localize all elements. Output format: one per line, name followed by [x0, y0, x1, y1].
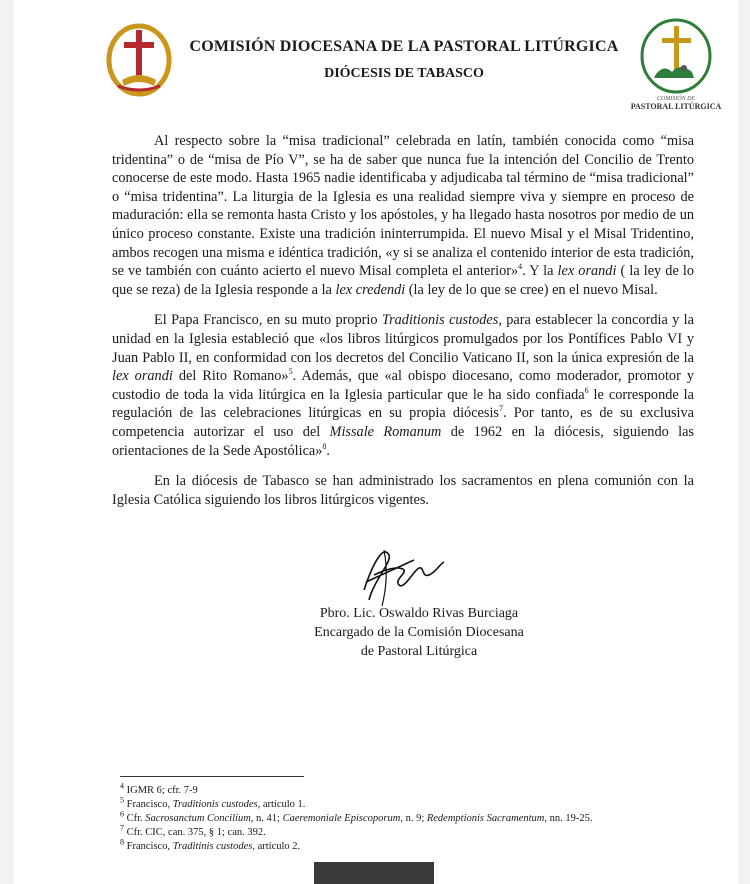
- italic-term: Sacrosanctum Concilium: [145, 813, 251, 824]
- document-page: [14, 0, 738, 884]
- footnote-ref: 5: [288, 367, 293, 377]
- footnote-divider: [120, 776, 304, 777]
- text-run: le corresponde la regulación de las celebraciones litúrgicas en su propia diócesis: [112, 386, 694, 422]
- italic-term: Redemptionis Sacramentum: [426, 813, 545, 824]
- footnote-ref: 4: [518, 262, 523, 272]
- italic-term: lex orandi: [112, 368, 173, 385]
- text-run: Al respecto sobre la “misa tradicional” celebrada en latín, también conocida como “misa tridentina” o de “misa de Pío V”, se ha de saber que nunca fue la intención del Concilio de Trento conocerse de este modo. Hasta 1965 nadie identificaba y adjudicaba tal término de “misa tradicional” o “misa tridentina”. La liturgia de la Iglesia es una realidad siempre viva y siempre en proceso de maduración: ella se remonta hasta Cristo y los apóstoles, y ha llegado hasta nosotros por medio de un único proceso constante. Existe una tradición ininterrumpida. El nuevo Misal y el Misal Tridentino, ambos recogen una misma e idéntica tradición, «y si se analiza el contenido interior de esta tradición, se ve también con cuánto acierto el nuevo Misal completa el anterior»: [112, 133, 694, 280]
- italic-term: Traditionis custodes: [381, 312, 499, 329]
- text-run: Francisco,: [124, 799, 173, 810]
- text-run: del Rito Romano»: [172, 368, 289, 385]
- paragraph-2: [112, 311, 694, 460]
- italic-term: lex credendi: [335, 281, 406, 298]
- signer-name: Pbro. Lic. Oswaldo Rivas Burciaga: [319, 606, 519, 621]
- right-logo-caption: [622, 96, 730, 111]
- footnote-8: [120, 837, 680, 854]
- footnote-ref: 6: [120, 809, 124, 819]
- italic-term: Traditionis custodes: [172, 799, 258, 810]
- italic-term: lex orandi: [557, 263, 617, 280]
- text-run: , n. 9;: [400, 813, 427, 824]
- text-run: . Y la: [522, 263, 558, 280]
- signer-block: [254, 604, 584, 661]
- footnote-5: [120, 795, 680, 812]
- text-run: . Además, que «al obispo diocesano, como moderador, promotor y custodio de toda la vida litúrgica en la Iglesia particular que le ha sido confiada: [112, 368, 695, 403]
- text-run: . Por tanto, es de su exclusiva competencia autorizar el uso del: [112, 405, 694, 440]
- italic-term: Missale Romanum: [329, 423, 442, 440]
- text-run: Francisco,: [124, 841, 173, 852]
- diocese-logo-icon: [104, 20, 174, 100]
- footnote-ref: 8: [322, 441, 327, 451]
- footnotes: [120, 781, 680, 854]
- footnote-7: [120, 823, 680, 840]
- text-run: Cfr. CIC, can. 375, § 1; can. 392.: [124, 827, 266, 838]
- italic-term: Traditinis custodes: [172, 841, 253, 852]
- diocese-subtitle: DIÓCESIS DE TABASCO: [324, 66, 484, 81]
- text-run: ( la ley de lo que se reza) de la Iglesia responde a la: [112, 263, 694, 298]
- footnote-ref: 6: [584, 385, 589, 395]
- signer-role-cont: de Pastoral Litúrgica: [360, 644, 478, 659]
- commission-title: COMISIÓN DIOCESANA DE LA PASTORAL LITÚRGICA: [189, 38, 619, 55]
- text-run: .: [326, 442, 330, 459]
- footnote-ref: 7: [498, 404, 503, 414]
- text-run: , artículo 2.: [252, 841, 301, 852]
- text-run: , nn. 19-25.: [544, 813, 593, 824]
- text-run: El Papa Francisco, en su muto proprio: [154, 312, 382, 329]
- handwritten-signature: [344, 540, 454, 610]
- text-run: , artículo 1.: [257, 799, 306, 810]
- footnote-ref: 4: [120, 781, 124, 791]
- footnote-6: [120, 809, 680, 826]
- footnote-ref: 5: [120, 795, 124, 805]
- right-logo-caption-top: COMISIÓN DE: [656, 96, 696, 102]
- text-run: , para establecer la concordia y la unidad en la Iglesia estableció que «los libros litúrgicos promulgados por los Pontífices Pablo VI y Juan Pablo II, en conformidad con los decretos del Concilio Vaticano II, son la única expresión de la: [112, 312, 694, 366]
- text-run: (la ley de lo que se cree) en el nuevo Misal.: [405, 281, 658, 298]
- italic-term: Caeremoniale Episcoporum: [282, 813, 401, 824]
- signer-role: Encargado de la Comisión Diocesana: [314, 625, 524, 640]
- footnote-4: [120, 781, 680, 798]
- right-logo-caption-main: PASTORAL LITÚRGICA: [630, 102, 722, 111]
- footnote-ref: 8: [120, 837, 124, 847]
- text-run: , n. 41;: [250, 813, 283, 824]
- footnote-ref: 7: [120, 823, 124, 833]
- paragraph-1: [112, 132, 694, 299]
- text-run: Cfr.: [124, 813, 146, 824]
- text-run: En la diócesis de Tabasco se han administrado los sacramentos en plena comunión con la Iglesia Católica siguiendo los libros litúrgicos vigentes.: [112, 473, 694, 508]
- letter-body: [112, 132, 694, 521]
- text-run: IGMR 6; cfr. 7-9: [124, 785, 198, 796]
- bottom-overlay-bar: [314, 862, 434, 884]
- paragraph-3: [112, 472, 694, 509]
- text-run: de 1962 en la diócesis, siguiendo las orientaciones de la Sede Apostólica»: [112, 423, 694, 459]
